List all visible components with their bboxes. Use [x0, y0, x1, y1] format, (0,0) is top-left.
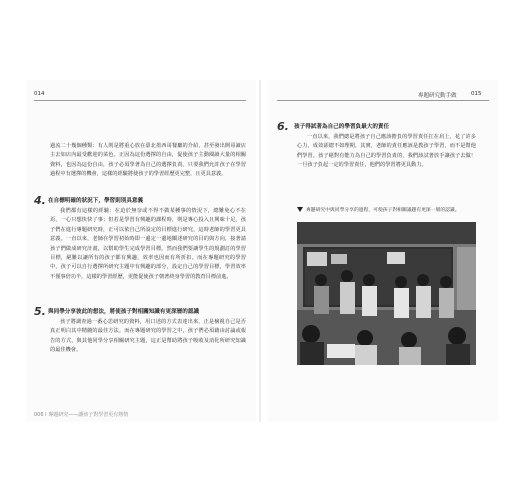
section-5-number: 5. — [34, 305, 46, 318]
section-5-heading — [34, 306, 246, 317]
section-6-body: 一直以來，我們總是將孩子自己應該擔負的學習責任扛在肩上，花了許多心力，成效卻總不如理期。其實，老師的責任應該是教孩子學習，而不是幫他們學習。孩子絕對有能力為自己的學習負責的，我們該試著放手讓孩子去做！一旦孩子負起一定的學習責任，他們的學習將更具動力。 — [297, 134, 476, 169]
photo-caption-text: 專題研究中與同學分享的過程，可使孩子對相關議題有更深一層的認識。 — [306, 208, 460, 213]
section-4-number: 4. — [34, 194, 46, 207]
classroom-photo-illustration — [297, 222, 476, 365]
section-5-title: 與同學分享彼此的想法，將使孩子對相關知識有更深層的認識 — [48, 309, 200, 315]
left-footer: 006 I 專題研究——讓孩子對學習更有熱情 — [34, 412, 129, 418]
triangle-bullet-icon — [297, 207, 303, 212]
classroom-photo — [297, 222, 476, 365]
section-4-heading — [34, 195, 246, 206]
section-4-title: 在自標明確的狀況下，學習則別具意義 — [48, 198, 144, 204]
section-6-number: 6. — [277, 120, 289, 133]
intro-paragraph: 過流二十幾個種類：有人則是將重心放在臺北墨西哥餐廳的介紹，甚至發出開哥讀店主去如店內最受歡迎的菜色。正因為這份選擇的自由，促使孩子主動閱讀大量的相關資料，也因為這份自由，孩子必須學著為自己的選擇負責。只要我們允許孩子在學習過程中有選擇的機會，這樣的經驗將使孩子的學習經歷更完整，且更具意義。 — [50, 143, 246, 178]
right-header-title: 專題研究動手做 — [418, 93, 457, 99]
section-6-title: 孩子得試著為自己的學習負最大的責任 — [294, 124, 390, 130]
right-header-rule — [277, 100, 489, 101]
section-4-body: 我們都有這樣的經驗：在迫於無奈或不得不做某種事的情況下，總難免心不在焉，一心只想快快了事；但若是學習有興趣的課程時，則是專心投入且興味十足。孩子們在進行專題研究時，正可以依自己所設定的目標進行研究，這時老師的學習更具意義。一直以來，老師在學習初始時即一邊定一邊地闡述研究的目的與方向，接著請孩子們做成研究計畫，以幫助學生完成學習目標。然而我們要讓學生的規劃訂的學習目標，絕難以讓所有的孩子都有興趣，效率也因而有所折扣。而在專題研究的學習中，孩子可以自行選擇所研究主題中有興趣的部分，設定自己的學習目標，學習效率不僅事倍功半，這樣的學習經歷，更能促使孩子朝著終身學習的教育目標前進。 — [50, 208, 246, 280]
book-gutter — [259, 80, 261, 422]
left-header-rule — [34, 100, 246, 101]
section-5-body: 孩子將調查過一番心思研究的資料，用口述的方式表達出來，正是檢視自己是否真正明白其中精髓的最佳方法。而在專題研究的學習之中，孩子們必須藉由討論或報告的方式，與其他同學分享相關研究主題，這正是幫助將孩子吸收及消化所研究知識的最佳機會。 — [50, 319, 246, 354]
right-page-number: 015 — [471, 91, 482, 97]
section-6-heading — [277, 121, 489, 132]
left-page-number: 014 — [34, 91, 45, 97]
photo-caption — [297, 206, 477, 213]
